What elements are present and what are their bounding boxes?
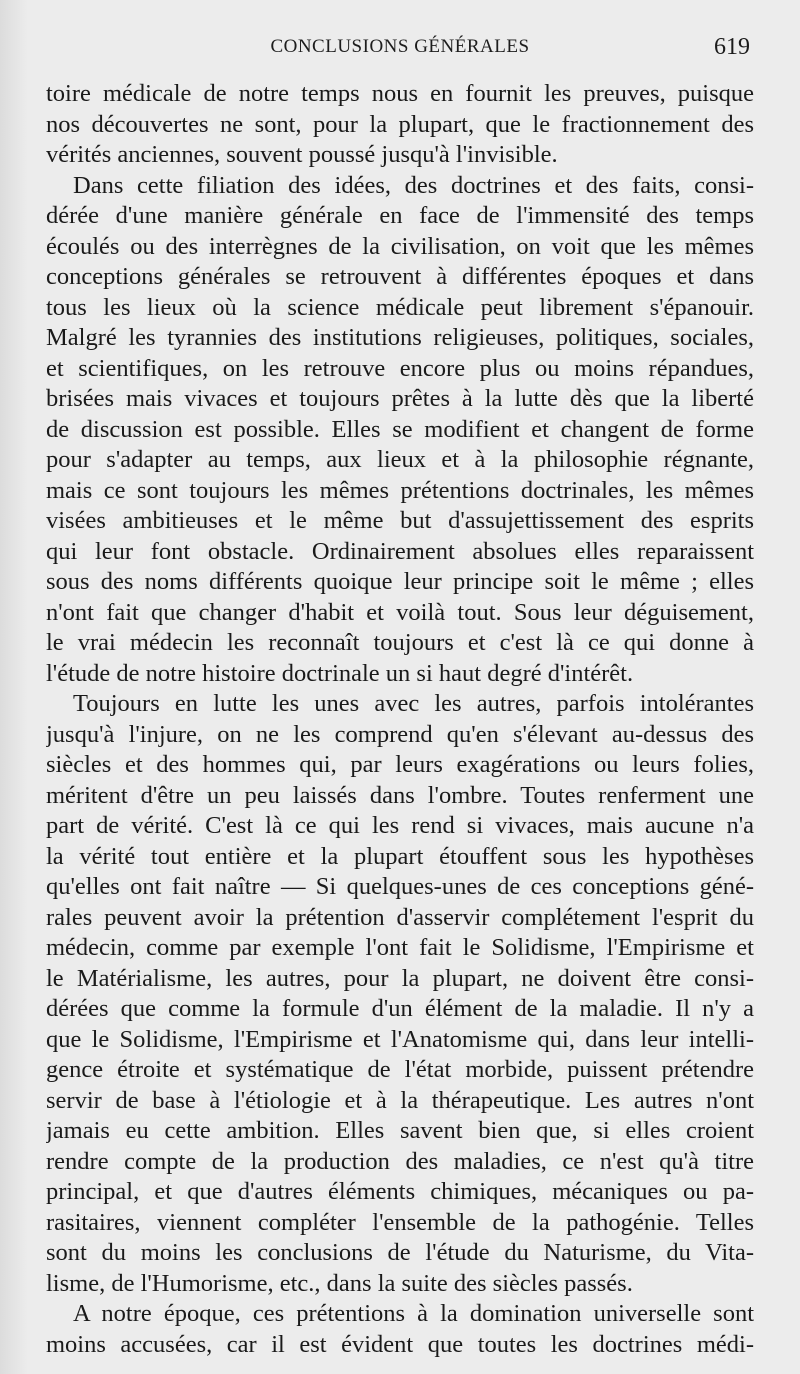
text-line: sont du moins les conclusions de l'étude du Naturisme, du Vita- (46, 1239, 754, 1266)
text-line: conceptions générales se retrouvent à différentes époques et dans (46, 263, 754, 290)
text-line: gence étroite et systématique de l'état morbide, puissent prétendre (46, 1056, 754, 1083)
text-line: rendre compte de la production des maladies, ce n'est qu'à titre (46, 1147, 754, 1175)
text-line: principal, et que d'autres éléments chimiques, mécaniques ou pa- (46, 1178, 754, 1205)
text-line: qui leur font obstacle. Ordinairement absolues elles reparaissent (46, 537, 754, 565)
text-line: visées ambitieuses et le même but d'assujettissement des esprits (46, 507, 754, 534)
text-line: part de vérité. C'est là ce qui les rend si vivaces, mais aucune n'a (46, 812, 754, 839)
running-head (46, 36, 754, 72)
text-line: pour s'adapter au temps, aux lieux et à la philosophie régnante, (46, 446, 754, 473)
text-line: moins accusées, car il est évident que toutes les doctrines médi- (46, 1330, 754, 1358)
text-line: n'ont fait que changer d'habit et voilà tout. Sous leur déguisement, (46, 598, 754, 626)
text-line: jusqu'à l'injure, on ne les comprend qu'en s'élevant au-dessus des (46, 720, 754, 748)
text-line: jamais eu cette ambition. Elles savent bien que, si elles croient (46, 1117, 754, 1144)
text-line: brisées mais vivaces et toujours prêtes à la lutte dès que la liberté (46, 385, 754, 412)
text-line: la vérité tout entière et la plupart étouffent sous les hypothèses (46, 842, 754, 870)
text-line: A notre époque, ces prétentions à la domination universelle sont (73, 1300, 754, 1327)
text-line: Dans cette filiation des idées, des doctrines et des faits, consi- (73, 171, 754, 199)
text-line: servir de base à l'étiologie et à la thérapeutique. Les autres n'ont (46, 1086, 754, 1114)
text-line: médecin, comme par exemple l'ont fait le Solidisme, l'Empirisme et (46, 934, 754, 961)
text-line: méritent d'être un peu laissés dans l'ombre. Toutes renferment une (46, 781, 754, 809)
text-line: et scientifiques, on les retrouve encore plus ou moins répandues, (46, 354, 754, 382)
text-line: rales peuvent avoir la prétention d'asservir complétement l'esprit du (46, 903, 754, 931)
text-line: dérées que comme la formule d'un élément de la maladie. Il n'y a (46, 995, 754, 1022)
page-number: 619 (714, 34, 750, 60)
text-line: que le Solidisme, l'Empirisme et l'Anatomisme qui, dans leur intelli- (46, 1025, 754, 1053)
text-line: rasitaires, viennent compléter l'ensemble de la pathogénie. Telles (46, 1208, 754, 1236)
body-text (46, 79, 754, 1360)
text-line: vérités anciennes, souvent poussé jusqu'à l'invisible. (46, 141, 558, 168)
text-line: siècles et des hommes qui, par leurs exagérations ou leurs folies, (46, 751, 754, 778)
text-line: dérée d'une manière générale en face de l'immensité des temps (46, 202, 754, 229)
text-line: écoulés ou des interrègnes de la civilisation, on voit que les mêmes (46, 232, 754, 260)
running-title: CONCLUSIONS GÉNÉRALES (270, 36, 530, 57)
text-line: qu'elles ont fait naître — Si quelques-unes de ces conceptions géné- (46, 873, 754, 900)
text-line: le Matérialisme, les autres, pour la plupart, ne doivent être consi- (46, 964, 754, 992)
text-line: l'étude de notre histoire doctrinale un si haut degré d'intérêt. (46, 659, 634, 687)
text-line: de discussion est possible. Elles se modifient et changent de forme (46, 415, 754, 443)
text-line: toire médicale de notre temps nous en fournit les preuves, puisque (46, 80, 754, 107)
text-line: tous les lieux où la science médicale peut librement s'épanouir. (46, 293, 754, 321)
text-line: sous des noms différents quoique leur principe soit le même ; elles (46, 568, 754, 595)
text-line: le vrai médecin les reconnaît toujours et c'est là ce qui donne à (46, 629, 754, 656)
text-line: nos découvertes ne sont, pour la plupart, que le fractionnement des (46, 110, 754, 138)
text-line: lisme, de l'Humorisme, etc., dans la suite des siècles passés. (46, 1269, 633, 1297)
text-line: mais ce sont toujours les mêmes prétentions doctrinales, les mêmes (46, 476, 754, 504)
text-line: Malgré les tyrannies des institutions religieuses, politiques, sociales, (46, 324, 754, 351)
text-line: Toujours en lutte les unes avec les autres, parfois intolérantes (73, 690, 754, 717)
